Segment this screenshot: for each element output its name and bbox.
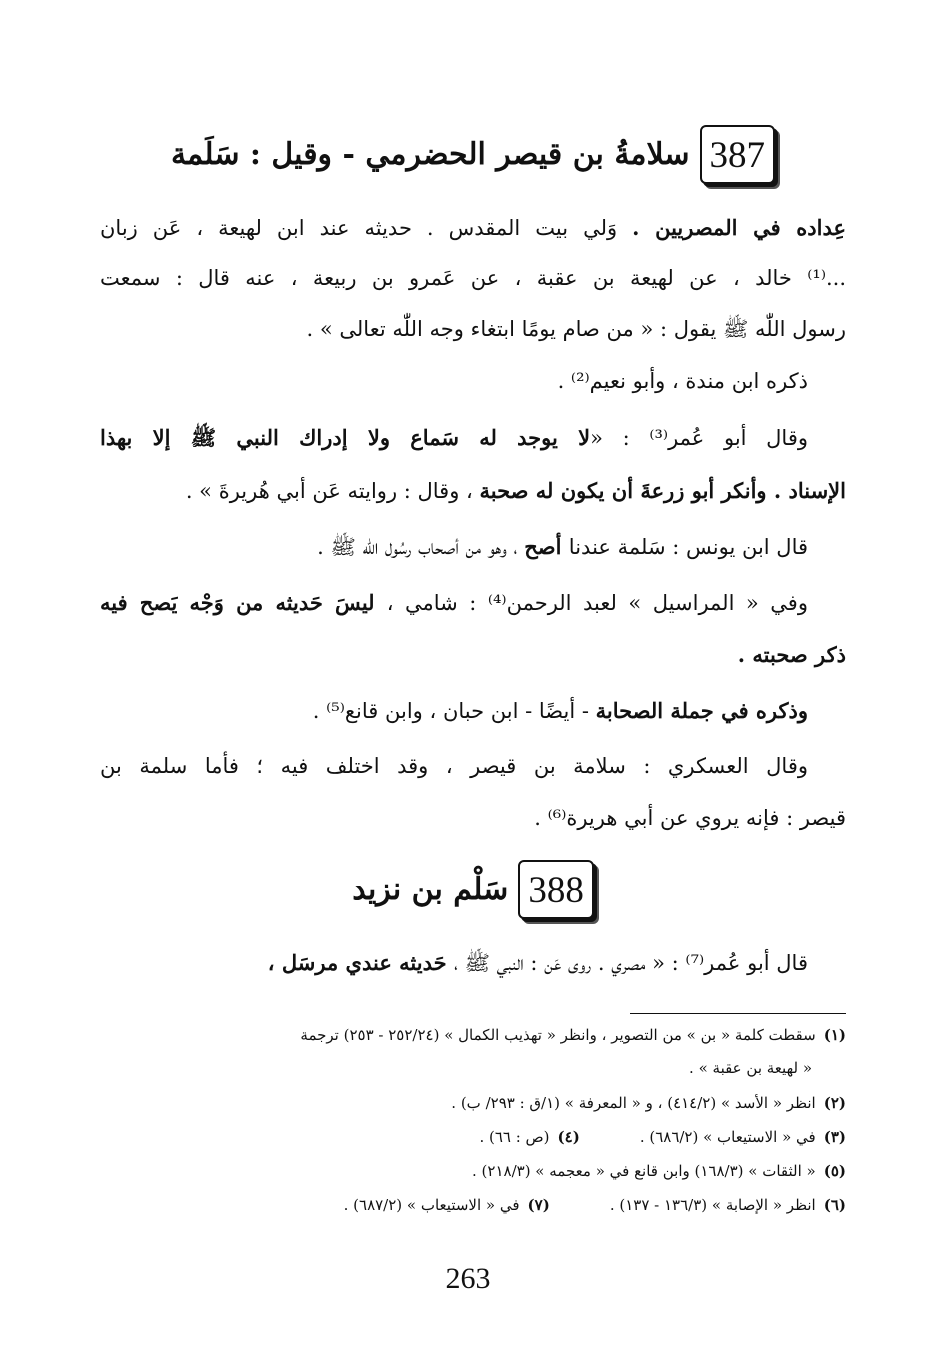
body-line: ذكره ابن مندة ، وأبو نعيم⁽²⁾ . — [557, 369, 808, 393]
footnote: (٦)انظر « الإصابة » (١٣٦/٣ - ١٣٧) .(٧)في « الاستيعاب » (٦٨٧/٢) . — [343, 1196, 846, 1214]
entry-heading-388 — [100, 854, 846, 924]
footnote: (١)سقطت كلمة « بن » من التصوير ، وانظر « تهذيب الكمال » (٢٥٢/٢٤ - ٢٥٣) ترجمة — [300, 1026, 846, 1044]
entry-title: سلامةُ بن قيصر الحضرمي - وقيل : سَلَمة — [170, 136, 690, 172]
body-line: رسول اللّٰه ﷺ يقول : « من صام يومًا ابتغاء وجه اللّٰه تعالى » . — [306, 317, 846, 341]
body-line: قيصر : فإنه يروي عن أبي هريرة⁽⁶⁾ . — [534, 806, 846, 830]
page-number: 263 — [445, 1262, 491, 1295]
body-line: وفي « المراسيل » لعبد الرحمن⁽⁴⁾ : شامي ، ليسَ حَديثه من وَجْه يَصح فيه — [100, 590, 808, 615]
body-line: قال أبو عُمر⁽⁷⁾ : « مصري . روى عَن : النبي ﷺ ، حَديثه عندي مرسَل ، — [267, 950, 808, 975]
body-line: وقال العسكري : سلامة بن قيصر ، وقد اختلف فيه ؛ فأما سلمة بن — [100, 754, 808, 778]
footnote: (٥)« الثقات » (١٦٨/٣) وابن قانع في « معجمه » (٢١٨/٣) . — [472, 1162, 846, 1180]
entry-number-box: 387 — [700, 125, 776, 184]
footnote-separator — [630, 1013, 846, 1014]
entry-heading-387 — [100, 116, 846, 192]
entry-title: سَلْم بن نزيد — [352, 871, 509, 907]
footnote: (٣)في « الاستيعاب » (٦٨٦/٢) .(٤)(ص : ٦٦) . — [479, 1128, 846, 1146]
body-line: قال ابن يونس : سَلمة عندنا أصح ، وهو من أصحاب رسُول اللّٰه ﷺ . — [317, 534, 808, 559]
body-line: ذكر صحبته . — [737, 642, 846, 667]
body-line: ...⁽¹⁾ خالد ، عن لهيعة بن عقبة ، عن عَمرو بن ربيعة ، عنه قال : سمعت — [100, 266, 846, 290]
body-line: وذكره في جملة الصحابة - أيضًا - ابن حبان ، وابن قانع⁽⁵⁾ . — [312, 698, 808, 723]
body-line: عِداده في المصريين . وَلي بيت المقدس . حديثه عند ابن لهيعة ، عَن زبان — [100, 215, 846, 240]
entry-number-box: 388 — [518, 860, 594, 919]
body-line: وقال أبو عُمر⁽³⁾ : «لا يوجد له سَماع ولا إدراك النبي ﷺ إلا بهذا — [100, 425, 808, 450]
footnote: (٢)انظر « الأسد » (٤١٤/٢) ، و « المعرفة » (١/ق : ٢٩٣/ ب) . — [451, 1094, 846, 1112]
footnote-continuation: « لهيعة بن عقبة » . — [689, 1059, 812, 1077]
body-line: الإسناد . وأنكر أبو زرعةَ أن يكون له صحبة ، وقال : روايته عَن أبي هُريرةَ » . — [185, 478, 846, 503]
